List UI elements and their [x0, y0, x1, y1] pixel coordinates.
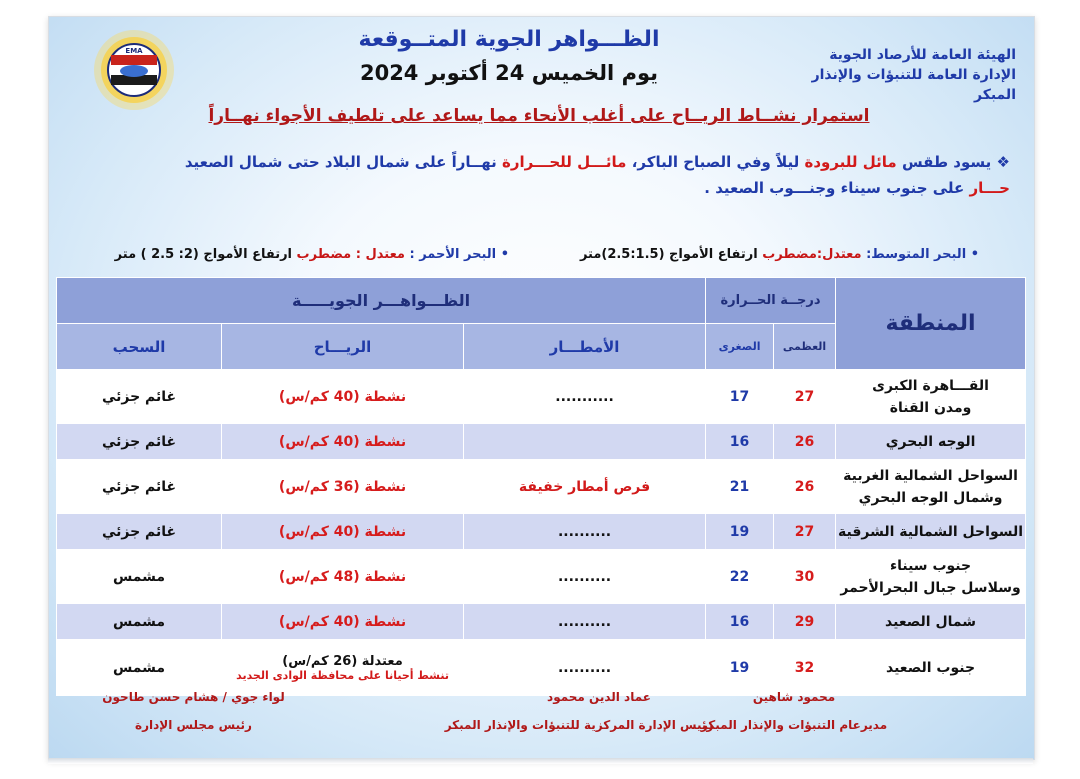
wind-value: معتدلة (26 كم/س) — [282, 653, 403, 669]
bullet-dot-icon: • — [970, 247, 979, 262]
wind-cell: نشطة (40 كم/س) — [222, 604, 464, 640]
signatory-name: محمود شاهين — [752, 690, 836, 704]
wind-cell: نشطة (40 كم/س) — [222, 424, 464, 460]
signatory-name: لواء جوي / هشام حسن طاحون — [102, 690, 285, 704]
sea-state: معتدل : مضطرب — [296, 247, 405, 262]
sea-state: معتدل:مضطرب — [762, 247, 862, 262]
max-temp: 32 — [774, 640, 836, 696]
summary-text: يسود طقس — [901, 153, 992, 171]
region-name: جنوب الصعيد — [885, 659, 976, 676]
logo-text: EMA — [125, 47, 143, 55]
wind-cell: نشطة (40 كم/س) — [222, 514, 464, 550]
region-name: ومدن القناة — [889, 399, 972, 416]
min-temp: 19 — [706, 514, 774, 550]
mediterranean-sea — [559, 247, 979, 262]
headline: استمرار نشــاط الريــاح على أغلب الأنحاء مما يساعد على تلطيف الأجواء نهــاراً — [208, 106, 870, 126]
org-department: الإدارة العامة للتنبؤات والإنذار المبكر — [811, 67, 1016, 103]
table-row — [57, 640, 1026, 696]
bullet-dot-icon: • — [500, 247, 509, 262]
sheet-shadow — [48, 758, 1033, 764]
region-name: الوجه البحري — [885, 433, 976, 450]
cloud-cell: مشمس — [57, 550, 222, 604]
forecast-table — [56, 277, 1026, 696]
signatory-title: مديرعام التنبؤات والإنذار المبكر — [700, 718, 888, 732]
region-cell — [836, 424, 1026, 460]
cloud-cell: مشمس — [57, 640, 222, 696]
wind-cell: نشطة (40 كم/س) — [222, 370, 464, 424]
min-temp: 21 — [706, 460, 774, 514]
sea-conditions — [89, 247, 1009, 269]
sea-label: البحر المتوسط: — [866, 247, 967, 262]
wave-height: ارتفاع الأمواج (2: 2.5 ) متر — [114, 247, 293, 262]
table-row — [57, 550, 1026, 604]
wind-cell: نشطة (36 كم/س) — [222, 460, 464, 514]
org-name: الهيئة العامة للأرصاد الجوية — [829, 47, 1016, 63]
table-row — [57, 424, 1026, 460]
min-temp: 17 — [706, 370, 774, 424]
wind-cell — [222, 640, 464, 696]
wave-height: ارتفاع الأمواج (2.5:1.5)متر — [579, 247, 758, 262]
max-temp: 29 — [774, 604, 836, 640]
min-temp: 16 — [706, 604, 774, 640]
forecast-summary — [180, 149, 1010, 201]
summary-highlight: مائل للبرودة — [804, 153, 897, 171]
header-temperature: درجــة الحــرارة — [706, 278, 836, 324]
rain-cell: ........... — [464, 370, 706, 424]
ema-logo-icon — [89, 25, 179, 115]
cloud-cell: مشمس — [57, 604, 222, 640]
max-temp: 26 — [774, 460, 836, 514]
max-temp: 27 — [774, 370, 836, 424]
summary-text: ليلاً وفي الصباح الباكر، — [631, 153, 800, 171]
table-row — [57, 460, 1026, 514]
rain-cell: .......... — [464, 640, 706, 696]
sea-label: البحر الأحمر : — [409, 247, 497, 262]
region-name: شمال الصعيد — [885, 613, 977, 630]
wind-note: تنشط أحيانا على محافظة الوادى الجديد — [236, 668, 449, 682]
header-region: المنطقة — [836, 278, 1026, 370]
summary-text: نهــاراً على شمال البلاد حتى شمال الصعيد — [184, 153, 497, 171]
cloud-cell: غائم جزئي — [57, 370, 222, 424]
cloud-cell: غائم جزئي — [57, 460, 222, 514]
max-temp: 27 — [774, 514, 836, 550]
summary-highlight: مائـــل للحـــرارة — [502, 153, 627, 171]
region-name: وشمال الوجه البحري — [858, 489, 1003, 506]
cloud-cell: غائم جزئي — [57, 514, 222, 550]
header-max: العظمى — [774, 324, 836, 370]
wind-cell: نشطة (48 كم/س) — [222, 550, 464, 604]
region-cell — [836, 460, 1026, 514]
region-name: السواحل الشمالية الشرقية — [838, 523, 1024, 540]
region-cell — [836, 604, 1026, 640]
region-name: وسلاسل جبال البحرالأحمر — [840, 579, 1021, 596]
signatory-title: رئيس الإدارة المركزية للتنبؤات والإنذار المبكر — [444, 718, 714, 732]
page-title: الظـــواهر الجوية المتــوقعة — [358, 27, 660, 52]
max-temp: 30 — [774, 550, 836, 604]
signatory-title: رئيس مجلس الإدارة — [135, 718, 252, 732]
region-cell — [836, 370, 1026, 424]
header-wind: الريـــاح — [222, 324, 464, 370]
region-cell — [836, 640, 1026, 696]
min-temp: 19 — [706, 640, 774, 696]
table-row — [57, 370, 1026, 424]
region-name: القـــاهرة الكبرى — [872, 377, 989, 394]
forecast-sheet — [48, 16, 1035, 760]
rain-cell: .......... — [464, 550, 706, 604]
organization — [776, 45, 1016, 105]
max-temp: 26 — [774, 424, 836, 460]
rain-cell: فرص أمطار خفيفة — [464, 460, 706, 514]
region-name: السواحل الشمالية الغربية — [843, 467, 1018, 484]
region-name: جنوب سيناء — [889, 557, 972, 574]
summary-highlight: حـــار — [969, 179, 1010, 197]
region-cell — [836, 550, 1026, 604]
header-min: الصغرى — [706, 324, 774, 370]
rain-cell: .......... — [464, 514, 706, 550]
rain-cell — [464, 424, 706, 460]
min-temp: 16 — [706, 424, 774, 460]
rain-cell: .......... — [464, 604, 706, 640]
cloud-cell: غائم جزئي — [57, 424, 222, 460]
signatory-name: عماد الدين محمود — [547, 690, 651, 704]
table-row — [57, 514, 1026, 550]
min-temp: 22 — [706, 550, 774, 604]
bullet-icon: ❖ — [996, 153, 1010, 171]
forecast-date: يوم الخميس 24 أكتوبر 2024 — [359, 61, 659, 85]
table-row — [57, 604, 1026, 640]
header-phenomena: الظـــواهـــر الجويـــــة — [57, 278, 706, 324]
signature-left — [101, 690, 286, 732]
signature-center — [434, 690, 724, 732]
summary-text: على جنوب سيناء وجنـــوب الصعيد . — [704, 179, 965, 197]
region-cell — [836, 514, 1026, 550]
header-rain: الأمطـــار — [464, 324, 706, 370]
red-sea — [89, 247, 509, 262]
header-cloud: السحب — [57, 324, 222, 370]
